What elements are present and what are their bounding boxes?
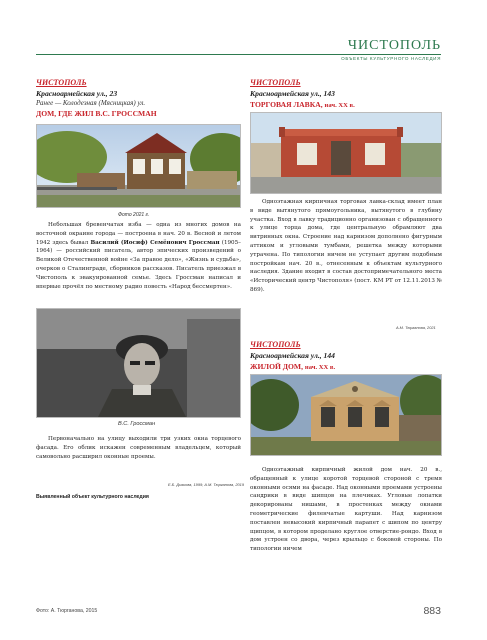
entry-text-grossman: Небольшая бревенчатая изба — одна из многих домов на восточной окраине города — построена в нач. 20 в. Весной и летом 1942 здесь бывал Василий (Иосиф) Семёнович Гроссман (1905–1964) — российский писатель, автор эпических произведений о Великой Отечественной войне «За правое дело», «Жизнь и судьба», очерков о Сталинграде, сборников рассказов. Писатель приезжал в Чистополь к эвакуированной семье. Здесь Гроссман написал и впервые прочёл по местному радио повесть «Народ бессмертен».	[36, 222, 241, 290]
author-credit: Е.Б. Дьякова, 1999; А.М. Тюрганова, 2019	[168, 482, 245, 487]
entry-title: ДОМ, ГДЕ ЖИЛ В.С. ГРОССМАН	[36, 109, 157, 118]
photo-residential-house	[250, 374, 442, 456]
entry-heading-house	[250, 340, 442, 371]
entry-heading-shop	[250, 78, 442, 109]
entry-text-house: Одноэтажный кирпичный жилой дом нач. 20 в., обращенный к улице коротой торцевой стороной с тремя оконными осями на фасаде. Над оконными проемами устроены сандрики в виде шипцов на плечиках. Угловые лопатки декорированы нишами, в простенках между окнами геометрические филенчатые картуши. Над карнизом поставлен невысокий кирпичный парапет с шипом по центру щипцом, в котором проделано круглое отверстие-рондо. Вход в дом устроен со двора, через крыльцо с боковой стороны. По типологии ничем	[250, 467, 442, 553]
portrait-caption: В.С. Гроссман	[118, 421, 156, 427]
header-divider	[36, 54, 441, 55]
entry-address: Красноармейская ул., 23	[36, 89, 118, 98]
entry-text-grossman-2: Первоначально на улицу выходили три узких окна торцевого фасада. Его облик искажен современным владельцем, который самовольно расширил оконные проемы.	[36, 436, 241, 460]
entry-city: ЧИСТОПОЛЬ	[36, 78, 87, 87]
entry-title: ЖИЛОЙ ДОМ, нач. XX в.	[250, 362, 336, 371]
photo-grossman-house	[36, 124, 241, 208]
section-subtitle: ОБЪЕКТЫ КУЛЬТУРНОГО НАСЛЕДИЯ	[341, 56, 441, 61]
entry-former-name: Ранее — Колодезная (Мясницкая) ул.	[36, 99, 146, 107]
author-credit: А.М. Тюрганова, 2021	[396, 325, 436, 330]
photo-trading-shop	[250, 112, 442, 194]
entry-city: ЧИСТОПОЛЬ	[250, 78, 301, 87]
entry-address: Красноармейская ул., 143	[250, 89, 335, 98]
photo-grossman-portrait	[36, 308, 241, 418]
person-name: Василий (Иосиф) Семёнович Гроссман	[90, 239, 220, 246]
footer-photo-credit: Фото: А. Тюрганова, 2015	[36, 608, 98, 614]
entry-title: ТОРГОВАЯ ЛАВКА, нач. XX в.	[250, 100, 355, 109]
page-number: 883	[423, 605, 441, 617]
heritage-status: Выявленный объект культурного наследия	[36, 494, 149, 500]
entry-text-shop: Одноэтажная кирпичная торговая лавка-склад имеет план в виде вытянутого прямоугольника, вытянутого в глубину участка. Вход в лавку традиционно организован с обращенного к улице торца дома, где центральную обрамляют два витринных окна. Строение над карнизом дополнено фигурным аттиком и угловыми тумбами, решетка между которыми утрачена. По типологии ничем не уступает другим подобным постройкам нач. 20 в., отнесенным к объектам культурного наследия. Здание входит в состав достопримечательного места «Исторический центр Чистополя» (пост. КМ РТ от 12.11.2013 № 869).	[250, 199, 442, 293]
entry-city: ЧИСТОПОЛЬ	[250, 340, 301, 349]
entry-heading-grossman	[36, 78, 241, 118]
entry-address: Красноармейская ул., 144	[250, 351, 335, 360]
photo-caption: Фото 2021 г.	[118, 212, 150, 218]
section-title: ЧИСТОПОЛЬ	[347, 38, 441, 53]
